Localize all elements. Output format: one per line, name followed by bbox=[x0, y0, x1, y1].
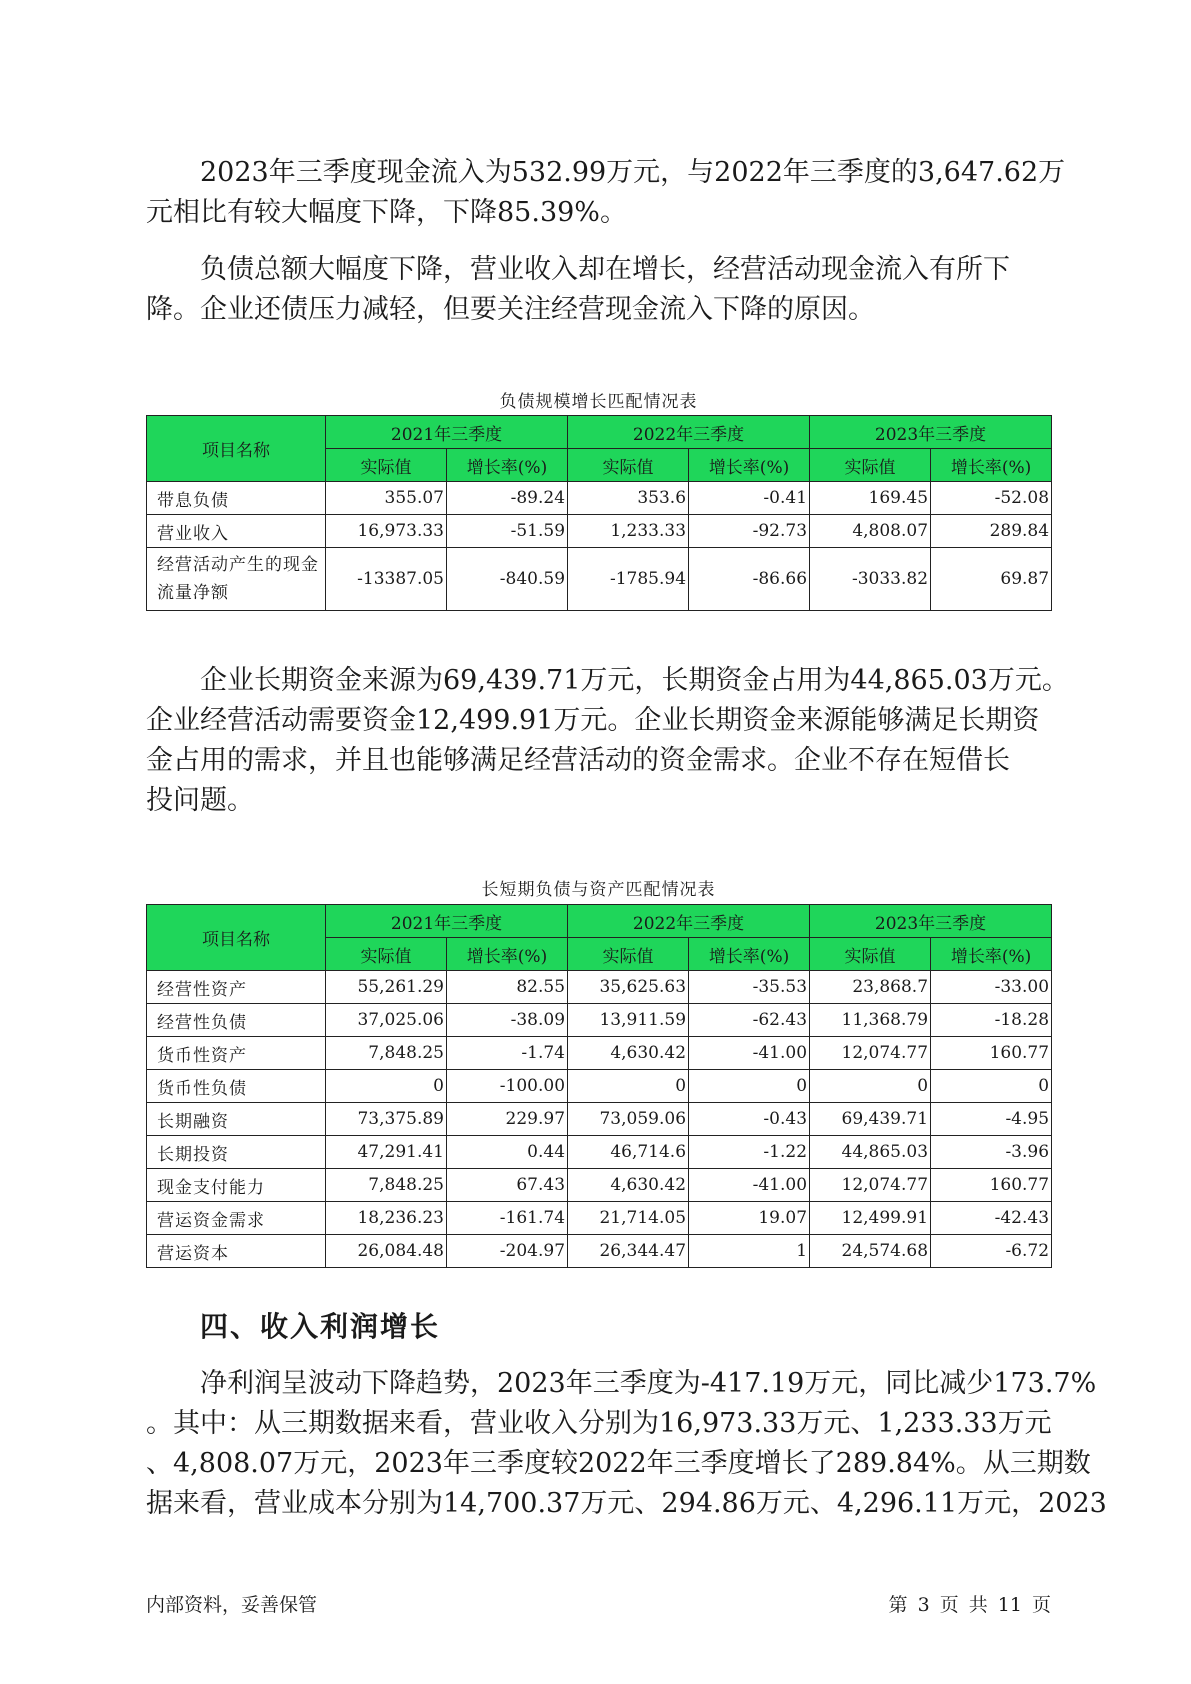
cell-growth-rate: -0.41 bbox=[689, 482, 810, 515]
cell-actual-value: 0 bbox=[568, 1070, 689, 1103]
cell-actual-value: 0 bbox=[810, 1070, 931, 1103]
cell-growth-rate: -62.43 bbox=[689, 1004, 810, 1037]
cell-actual-value: 7,848.25 bbox=[326, 1037, 447, 1070]
table-row bbox=[147, 1202, 1052, 1235]
cell-growth-rate: 0.44 bbox=[447, 1136, 568, 1169]
cell-growth-rate: -42.43 bbox=[931, 1202, 1052, 1235]
header-growth-rate: 增长率(%) bbox=[447, 449, 568, 482]
table-row bbox=[147, 515, 1052, 548]
table-row bbox=[147, 548, 1052, 611]
paragraph-net-profit bbox=[146, 1364, 1107, 1524]
row-item-name: 经营活动产生的现金流量净额 bbox=[147, 548, 326, 611]
cell-growth-rate: 160.77 bbox=[931, 1169, 1052, 1202]
cell-actual-value: 37,025.06 bbox=[326, 1004, 447, 1037]
cell-actual-value: 355.07 bbox=[326, 482, 447, 515]
header-actual-value: 实际值 bbox=[568, 449, 689, 482]
text-line: 2023年三季度现金流入为532.99万元，与2022年三季度的3,647.62万 bbox=[200, 157, 1066, 188]
text-line: 、4,808.07万元，2023年三季度较2022年三季度增长了289.84%。从三期数 bbox=[146, 1448, 1091, 1479]
table1-caption: 负债规模增长匹配情况表 bbox=[499, 392, 698, 412]
row-item-name: 营业收入 bbox=[147, 515, 326, 548]
cell-actual-value: 47,291.41 bbox=[326, 1136, 447, 1169]
table-row bbox=[147, 1070, 1052, 1103]
row-item-name: 货币性负债 bbox=[147, 1070, 326, 1103]
text-line: 降。企业还债压力减轻，但要关注经营现金流入下降的原因。 bbox=[146, 294, 875, 325]
cell-growth-rate: 0 bbox=[689, 1070, 810, 1103]
header-growth-rate: 增长率(%) bbox=[931, 449, 1052, 482]
table2-caption: 长短期负债与资产匹配情况表 bbox=[481, 880, 716, 900]
cell-growth-rate: -3.96 bbox=[931, 1136, 1052, 1169]
cell-growth-rate: 229.97 bbox=[447, 1103, 568, 1136]
cell-growth-rate: -38.09 bbox=[447, 1004, 568, 1037]
table-row bbox=[147, 1103, 1052, 1136]
cell-actual-value: 23,868.7 bbox=[810, 971, 931, 1004]
text-line: 元相比有较大幅度下降，下降85.39%。 bbox=[146, 197, 627, 228]
row-item-name: 经营性负债 bbox=[147, 1004, 326, 1037]
header-actual-value: 实际值 bbox=[810, 938, 931, 971]
text-line: 负债总额大幅度下降，营业收入却在增长，经营活动现金流入有所下 bbox=[200, 254, 1010, 285]
cell-growth-rate: -100.00 bbox=[447, 1070, 568, 1103]
cell-actual-value: 18,236.23 bbox=[326, 1202, 447, 1235]
cell-growth-rate: -33.00 bbox=[931, 971, 1052, 1004]
cell-growth-rate: 69.87 bbox=[931, 548, 1052, 611]
table-row bbox=[147, 1136, 1052, 1169]
header-item-name: 项目名称 bbox=[147, 905, 326, 971]
cell-growth-rate: -41.00 bbox=[689, 1169, 810, 1202]
paragraph-cash-inflow bbox=[146, 153, 1066, 233]
cell-growth-rate: -840.59 bbox=[447, 548, 568, 611]
header-period: 2021年三季度 bbox=[326, 905, 568, 938]
liability-asset-match-table bbox=[146, 904, 1052, 1268]
header-period: 2022年三季度 bbox=[568, 905, 810, 938]
header-period: 2021年三季度 bbox=[326, 416, 568, 449]
header-growth-rate: 增长率(%) bbox=[931, 938, 1052, 971]
cell-actual-value: 69,439.71 bbox=[810, 1103, 931, 1136]
cell-actual-value: 35,625.63 bbox=[568, 971, 689, 1004]
table-row bbox=[147, 482, 1052, 515]
text-line: 企业长期资金来源为69,439.71万元，长期资金占用为44,865.03万元。 bbox=[200, 665, 1069, 696]
header-growth-rate: 增长率(%) bbox=[689, 938, 810, 971]
table-row bbox=[147, 1004, 1052, 1037]
text-line: 金占用的需求，并且也能够满足经营活动的资金需求。企业不存在短借长 bbox=[146, 745, 1010, 776]
cell-actual-value: 13,911.59 bbox=[568, 1004, 689, 1037]
paragraph-long-term-funds bbox=[146, 661, 1069, 821]
header-actual-value: 实际值 bbox=[326, 449, 447, 482]
cell-growth-rate: 1 bbox=[689, 1235, 810, 1268]
table-row bbox=[147, 1169, 1052, 1202]
table-row bbox=[147, 1037, 1052, 1070]
cell-growth-rate: 67.43 bbox=[447, 1169, 568, 1202]
cell-actual-value: 0 bbox=[326, 1070, 447, 1103]
cell-growth-rate: -89.24 bbox=[447, 482, 568, 515]
cell-growth-rate: 19.07 bbox=[689, 1202, 810, 1235]
cell-actual-value: 73,059.06 bbox=[568, 1103, 689, 1136]
cell-growth-rate: -1.22 bbox=[689, 1136, 810, 1169]
cell-growth-rate: -52.08 bbox=[931, 482, 1052, 515]
row-item-name: 货币性资产 bbox=[147, 1037, 326, 1070]
header-growth-rate: 增长率(%) bbox=[447, 938, 568, 971]
cell-growth-rate: -0.43 bbox=[689, 1103, 810, 1136]
header-period: 2023年三季度 bbox=[810, 416, 1052, 449]
header-actual-value: 实际值 bbox=[810, 449, 931, 482]
cell-actual-value: 73,375.89 bbox=[326, 1103, 447, 1136]
text-line: 。其中：从三期数据来看，营业收入分别为16,973.33万元、1,233.33万元 bbox=[146, 1408, 1052, 1439]
row-item-name: 带息负债 bbox=[147, 482, 326, 515]
cell-actual-value: 24,574.68 bbox=[810, 1235, 931, 1268]
row-item-name: 现金支付能力 bbox=[147, 1169, 326, 1202]
cell-growth-rate: 289.84 bbox=[931, 515, 1052, 548]
cell-growth-rate: -92.73 bbox=[689, 515, 810, 548]
cell-actual-value: 4,630.42 bbox=[568, 1037, 689, 1070]
cell-growth-rate: -86.66 bbox=[689, 548, 810, 611]
cell-actual-value: 169.45 bbox=[810, 482, 931, 515]
cell-growth-rate: -41.00 bbox=[689, 1037, 810, 1070]
cell-growth-rate: -161.74 bbox=[447, 1202, 568, 1235]
cell-actual-value: 1,233.33 bbox=[568, 515, 689, 548]
cell-actual-value: 55,261.29 bbox=[326, 971, 447, 1004]
cell-actual-value: 12,074.77 bbox=[810, 1169, 931, 1202]
header-actual-value: 实际值 bbox=[568, 938, 689, 971]
cell-actual-value: 353.6 bbox=[568, 482, 689, 515]
table-row bbox=[147, 1235, 1052, 1268]
cell-actual-value: 12,074.77 bbox=[810, 1037, 931, 1070]
header-item-name: 项目名称 bbox=[147, 416, 326, 482]
text-line: 企业经营活动需要资金12,499.91万元。企业长期资金来源能够满足长期资 bbox=[146, 705, 1040, 736]
section-heading-revenue-profit: 四、收入利润增长 bbox=[200, 1310, 441, 1343]
header-period: 2023年三季度 bbox=[810, 905, 1052, 938]
header-growth-rate: 增长率(%) bbox=[689, 449, 810, 482]
cell-actual-value: -3033.82 bbox=[810, 548, 931, 611]
row-item-name: 长期投资 bbox=[147, 1136, 326, 1169]
cell-growth-rate: 160.77 bbox=[931, 1037, 1052, 1070]
header-period: 2022年三季度 bbox=[568, 416, 810, 449]
cell-growth-rate: -18.28 bbox=[931, 1004, 1052, 1037]
cell-actual-value: 44,865.03 bbox=[810, 1136, 931, 1169]
row-item-name: 经营性资产 bbox=[147, 971, 326, 1004]
text-line: 据来看，营业成本分别为14,700.37万元、294.86万元、4,296.11万元，2023 bbox=[146, 1488, 1107, 1519]
footer-page-number: 第 3 页 共 11 页 bbox=[888, 1594, 1051, 1616]
cell-growth-rate: -204.97 bbox=[447, 1235, 568, 1268]
cell-actual-value: -1785.94 bbox=[568, 548, 689, 611]
text-line: 净利润呈波动下降趋势，2023年三季度为-417.19万元，同比减少173.7% bbox=[200, 1368, 1097, 1399]
footer-confidential-note: 内部资料，妥善保管 bbox=[146, 1594, 318, 1616]
row-item-name: 营运资金需求 bbox=[147, 1202, 326, 1235]
cell-growth-rate: -1.74 bbox=[447, 1037, 568, 1070]
cell-actual-value: 21,714.05 bbox=[568, 1202, 689, 1235]
cell-actual-value: 16,973.33 bbox=[326, 515, 447, 548]
cell-actual-value: 4,630.42 bbox=[568, 1169, 689, 1202]
text-line: 投问题。 bbox=[146, 785, 254, 816]
debt-growth-table bbox=[146, 415, 1052, 611]
cell-growth-rate: 0 bbox=[931, 1070, 1052, 1103]
cell-actual-value: 4,808.07 bbox=[810, 515, 931, 548]
table-row bbox=[147, 971, 1052, 1004]
cell-actual-value: -13387.05 bbox=[326, 548, 447, 611]
cell-growth-rate: -51.59 bbox=[447, 515, 568, 548]
cell-actual-value: 7,848.25 bbox=[326, 1169, 447, 1202]
cell-actual-value: 26,344.47 bbox=[568, 1235, 689, 1268]
row-item-name: 长期融资 bbox=[147, 1103, 326, 1136]
header-actual-value: 实际值 bbox=[326, 938, 447, 971]
cell-actual-value: 26,084.48 bbox=[326, 1235, 447, 1268]
cell-actual-value: 12,499.91 bbox=[810, 1202, 931, 1235]
cell-growth-rate: 82.55 bbox=[447, 971, 568, 1004]
cell-growth-rate: -4.95 bbox=[931, 1103, 1052, 1136]
paragraph-debt-summary bbox=[146, 250, 1051, 330]
cell-actual-value: 46,714.6 bbox=[568, 1136, 689, 1169]
cell-growth-rate: -6.72 bbox=[931, 1235, 1052, 1268]
cell-actual-value: 11,368.79 bbox=[810, 1004, 931, 1037]
row-item-name: 营运资本 bbox=[147, 1235, 326, 1268]
cell-growth-rate: -35.53 bbox=[689, 971, 810, 1004]
